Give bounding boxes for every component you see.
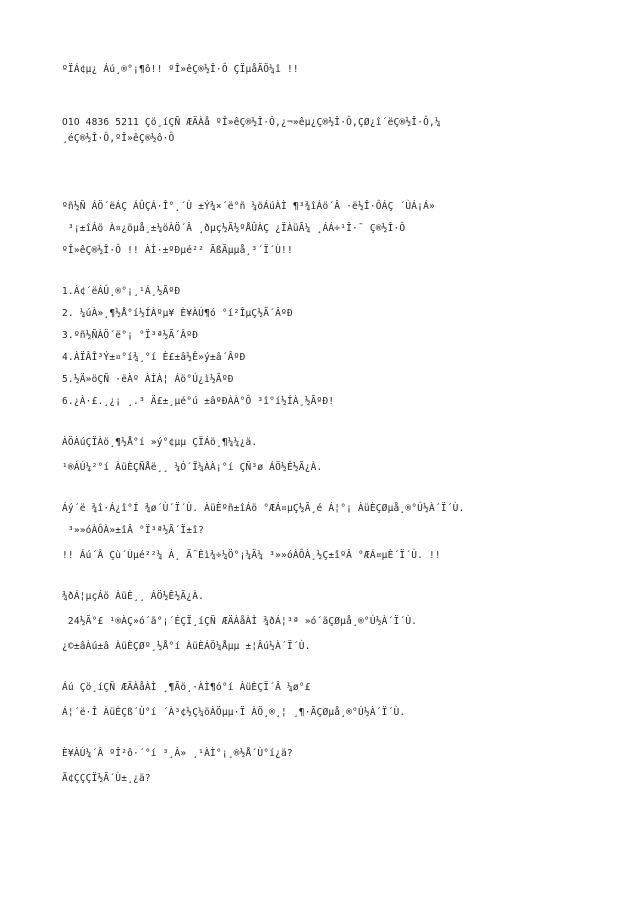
text-line: O1O 4836 5211 Çö¸íÇÑ ÆÄÀå ºÎ»êÇ®½Î·Ô,¿¬»êµ¿Ç®½Î·Ô,ÇØ¿î´ëÇ®½Î·Ô,¼: [62, 117, 441, 128]
spacer: [62, 721, 598, 746]
text-line: ¾ðÁ¦µçÁö ÀüÈ¸¸ ÁÖ½Ê½Ã¿À.: [62, 591, 205, 602]
spacer: [62, 655, 598, 680]
spacer: [62, 78, 598, 115]
spacer: [62, 410, 598, 435]
spacer: [62, 476, 598, 501]
spacer: [62, 762, 598, 771]
spacer: [62, 605, 598, 614]
spacer: [62, 259, 598, 284]
text-line: ¹®ÀÚ¼²°í ÀüÈÇÑÅë¸¸ ¼Ó´Ï¼ÀÀ¡°í ÇÑ³ø ÁÖ½Ê½Ã¿À.: [62, 462, 323, 473]
list-item: 5.½Ä»öÇÑ ·ëÀº ÀÌÀ¦ Áö°Ú¿ì½ÃºÐ: [62, 374, 234, 385]
spacer: [62, 147, 598, 199]
list-item: 3.ºñ½ÑÀÖ´ë°¡ °Ï³ª½Ã´ÂºÐ: [62, 330, 199, 341]
text-line: ÀÖÀúÇÏÀö¸¶½Å°í »ý°¢µµ ÇÏÁö¸¶¼¼¿ä.: [62, 437, 258, 448]
list-item: 6.¿À·£.¸¿¡ ¸.³ Ä£±¸µé°ú ±âºÐÀÀ°Ô ³î°í½ÍÀ¸½ÃºÐ!: [62, 396, 335, 407]
text-line: Á¦´ë·Î ÀüÈÇß´Ù°í ´À³¢½Ç¼öÀÖµµ·Ï ÀÖ¸®¸¦ ¸¶·ÃÇØµå¸®°Ú½À´Ï´Ù.: [62, 707, 406, 718]
spacer: [62, 539, 598, 548]
spacer: [62, 564, 598, 589]
text-line: Áý´ë ¾î·Á¿î°Í ¾ø´Ù´Ï´Ù. ÀüÈºñ±îÁö °ÆÁ¤µÇ½Ã¸é Á¦°¡ ÀüÈÇØµå¸®°Ú½À´Ï´Ù.: [62, 503, 465, 514]
text-line: ³¡±îÁö À¤¿öµå¸±¼öÀÖ´Â ¸ðµç½Ã½ºÅÛÀÇ ¿ÏÀüÃ¼ ¸ÁÁ÷¹Î·¯ Ç®½Î·Ô: [62, 223, 406, 234]
text-line: ¸éÇ®½Î·Ô,ºÎ»êÇ®½ô·Ô: [62, 133, 175, 144]
text-line: ºÎ»êÇ®½Î·Ô !! ÀÌ·±ºÐµé²² ÃßÃµµå¸³´Ï´Ù!!: [62, 245, 293, 256]
text-line: Ã¢ÇÇÇÏ½Ã´Ù±¸¿ä?: [62, 773, 151, 784]
text-line: ¿©±âÀú±â ÀüÈÇØº¸½Å°í ÀüÈÁÖ¼Åµµ ±¦Âú½À´Ï´Ù.: [62, 641, 311, 652]
text-line: ºñ½Ñ ÁÖ´ëÁÇ ÁÛÇÁ·Î°¸´Ù ±Ý¾×´ë°ñ ¼öÁúÀÌ ¶³¾îÁö´Â ·ë½Î·ÔÁÇ ´ÙÁ¡Á»: [62, 201, 435, 212]
list-item: 2. ¼úÀ»¸¶½Å°í½ÍÀºµ¥ È¥ÀÚ¶ó °í²ÎµÇ½Ã´ÂºÐ: [62, 308, 293, 319]
text-line: 24½Ã°£ ¹®ÀÇ»ó´ã°¡´ÉÇÏ¸íÇÑ ÆÄÀåÀÌ ¾ðÁ¦³ª »ó´ãÇØµå¸®°Ú½À´Ï´Ù.: [62, 616, 418, 627]
text-line: ³»»óÀÔÀ»±îÂ °Ï³ª½Ã´Ï±î?: [62, 525, 205, 536]
text-line: !! Áú´Â Çù´Ùµé²²¼ Á¸ Ã¯Èì¾÷¼Ö°¡¼Ä¼ ³»»óÀÔÀ¸½Ç±îºÂ °ÆÁ¤µÈ´Ï´Ù. !!: [62, 550, 441, 561]
text-line: Áú Çö¸íÇÑ ÆÄÀåÀÌ ¸¶Ãö¸·ÀÌ¶ó°í ÀüÈÇÏ´Â ¼ø°£: [62, 682, 311, 693]
list-item: 4.ÀÏÂÎ³Ý±¤°í¾¸°í È£±â½Ê»ý±â´ÂºÐ: [62, 352, 246, 363]
text-line: ºÏÁ¢µ¿ Áú¸®°¡¶ô!! ºÎ»êÇ®½Î·Ô ÇÏµåÃÖ¼î !!: [62, 64, 299, 75]
list-item: 1.À¢´ëÁÛ¸®°¡¸¹Á¸½ÃºÐ: [62, 286, 181, 297]
spacer: [62, 630, 598, 639]
spacer: [62, 451, 598, 460]
spacer: [62, 696, 598, 705]
text-line: È¥ÀÚ¼´Â ºÎ²ô·´°í ³¸À» ¸¹ÀÌ°¡¸®½Å´Ù°í¿ä?: [62, 748, 293, 759]
